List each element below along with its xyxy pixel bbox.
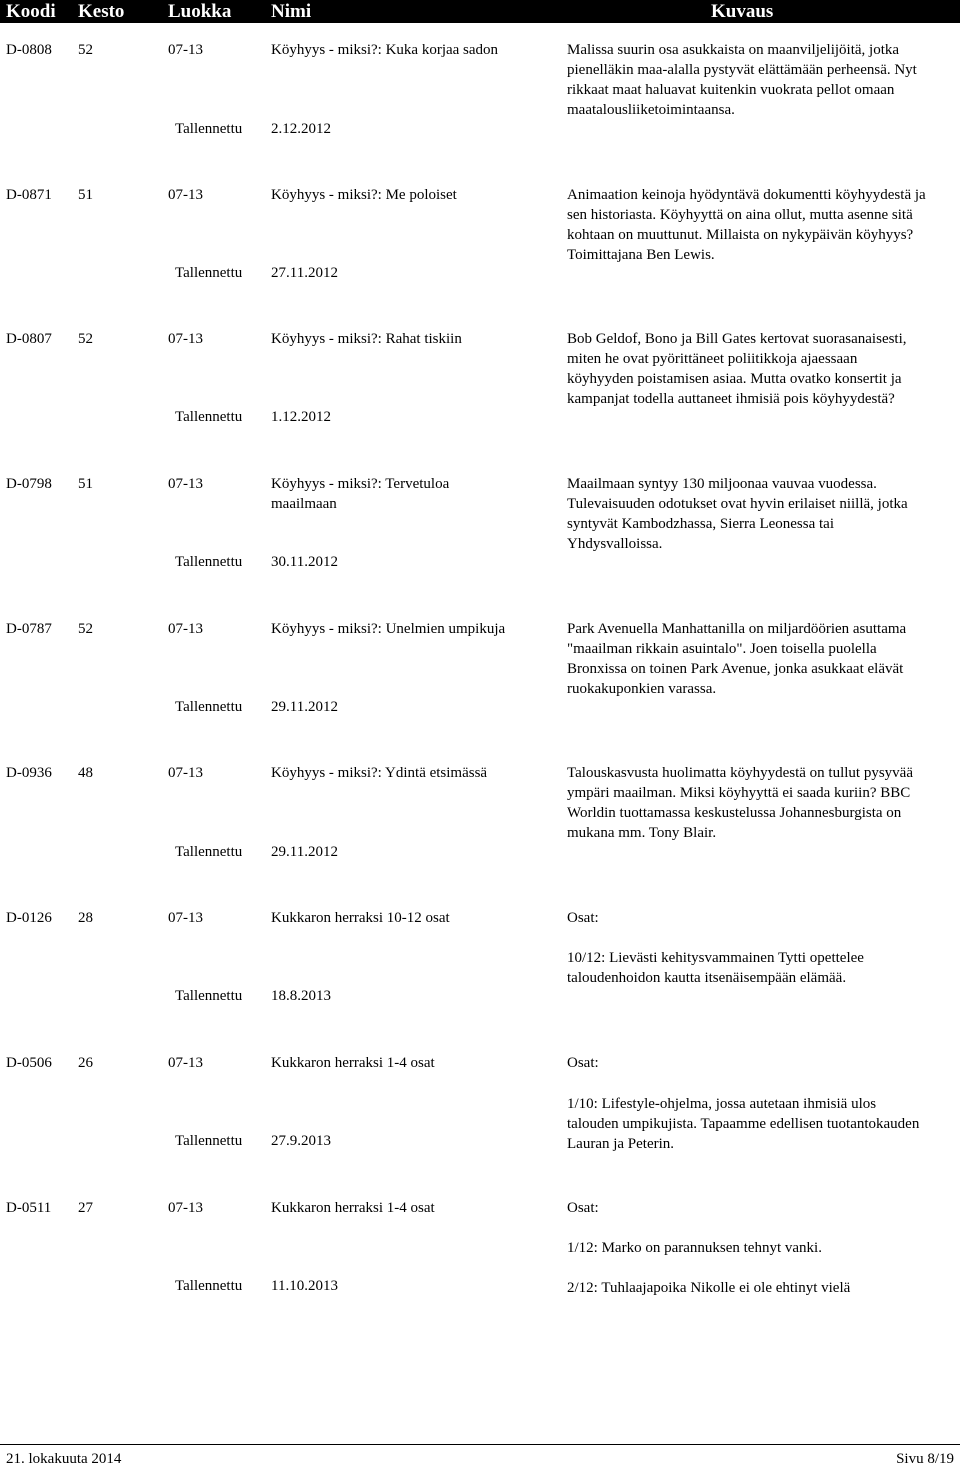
saved-label: Tallennettu <box>175 699 243 715</box>
saved-label: Tallennettu <box>175 265 243 281</box>
record-name: Köyhyys - miksi?: Tervetuloa maailmaan <box>271 476 450 512</box>
saved-date: 1.12.2012 <box>271 409 331 425</box>
record-class: 07-13 <box>168 1055 203 1071</box>
record-class: 07-13 <box>168 187 203 203</box>
column-header-luokka: Luokka <box>168 1 232 22</box>
record-code: D-0506 <box>6 1055 52 1071</box>
record-name: Kukkaron herraksi 1-4 osat <box>271 1055 435 1071</box>
record-code: D-0511 <box>6 1200 52 1216</box>
record-name: Kukkaron herraksi 1-4 osat <box>271 1200 435 1216</box>
record-class: 07-13 <box>168 476 203 492</box>
page-footer <box>0 1444 960 1468</box>
record-duration: 51 <box>78 187 93 203</box>
record-description: Animaation keinoja hyödyntävä dokumentti köyhyydestä ja sen historiasta. Köyhyyttä on aina ollut, mutta asenne sitä kohtaan on muuttunut. Millaista on nykypäivän köyhyys? Toimittajana Ben Lewis. <box>567 187 926 263</box>
record-duration: 51 <box>78 476 93 492</box>
record-class: 07-13 <box>168 621 203 637</box>
record-description: Park Avenuella Manhattanilla on miljardöörien asuttama "maailman rikkain asuintalo". Joen toisella puolella Bronxissa on toinen Park Avenue, jonka asukkaat elävät ruokakuponkien varassa. <box>567 621 907 697</box>
record-name: Köyhyys - miksi?: Ydintä etsimässä <box>271 765 488 781</box>
episodes-label: Osat: <box>567 1055 599 1071</box>
saved-label: Tallennettu <box>175 988 243 1004</box>
saved-date: 27.11.2012 <box>271 265 338 281</box>
saved-label: Tallennettu <box>175 1133 243 1149</box>
saved-date: 2.12.2012 <box>271 121 331 137</box>
episode-description: 1/12: Marko on parannuksen tehnyt vanki. <box>567 1240 822 1256</box>
table-header <box>0 0 960 23</box>
record-duration: 26 <box>78 1055 93 1071</box>
saved-label: Tallennettu <box>175 844 243 860</box>
saved-date: 30.11.2012 <box>271 554 338 570</box>
record-name: Köyhyys - miksi?: Unelmien umpikuja <box>271 621 506 637</box>
record-duration: 27 <box>78 1200 93 1216</box>
saved-label: Tallennettu <box>175 1278 243 1294</box>
record-name: Köyhyys - miksi?: Kuka korjaa sadon <box>271 42 499 58</box>
record-name: Köyhyys - miksi?: Me poloiset <box>271 187 457 203</box>
record-description: Malissa suurin osa asukkaista on maanviljelijöitä, jotka pienelläkin maa-alalla pystyvät elättämään perheensä. Nyt rikkaat maat haluavat kuitenkin vuokrata pellot omaan maatalousliiketoimintaansa. <box>567 42 917 118</box>
record-code: D-0936 <box>6 765 52 781</box>
saved-date: 11.10.2013 <box>271 1278 338 1294</box>
record-code: D-0808 <box>6 42 52 58</box>
record-name: Kukkaron herraksi 10-12 osat <box>271 910 450 926</box>
record-code: D-0798 <box>6 476 52 492</box>
record-class: 07-13 <box>168 765 203 781</box>
record-description: Talouskasvusta huolimatta köyhyydestä on tullut pysyvää ympäri maailman. Miksi köyhyyttä ei saada kuriin? BBC Worldin tuottamassa keskustelussa Johannesburgista on mukana mm. Tony Blair. <box>567 765 913 841</box>
saved-date: 29.11.2012 <box>271 844 338 860</box>
saved-date: 29.11.2012 <box>271 699 338 715</box>
page-number: Sivu 8/19 <box>896 1451 954 1467</box>
record-duration: 52 <box>78 331 93 347</box>
column-header-nimi: Nimi <box>271 1 312 22</box>
record-code: D-0787 <box>6 621 52 637</box>
episodes-label: Osat: <box>567 910 599 926</box>
saved-label: Tallennettu <box>175 409 243 425</box>
record-code: D-0126 <box>6 910 52 926</box>
episode-description: 1/10: Lifestyle-ohjelma, jossa autetaan ihmisiä ulos talouden umpikujista. Tapaamme edellisen tuotantokauden Lauran ja Peterin. <box>567 1096 920 1152</box>
episode-description: 10/12: Lievästi kehitysvammainen Tytti opettelee taloudenhoidon kautta itsenäisempään elämää. <box>567 950 864 986</box>
record-class: 07-13 <box>168 1200 203 1216</box>
record-code: D-0807 <box>6 331 52 347</box>
saved-label: Tallennettu <box>175 121 243 137</box>
column-header-kesto: Kesto <box>78 1 125 22</box>
record-class: 07-13 <box>168 331 203 347</box>
record-duration: 52 <box>78 42 93 58</box>
episodes-label: Osat: <box>567 1200 599 1216</box>
record-code: D-0871 <box>6 187 52 203</box>
record-description: Maailmaan syntyy 130 miljoonaa vauvaa vuodessa. Tulevaisuuden odotukset ovat hyvin erilaiset niillä, jotka syntyvät Kambodzhassa, Sierra Leonessa tai Yhdysvalloissa. <box>567 476 908 552</box>
saved-date: 27.9.2013 <box>271 1133 331 1149</box>
record-duration: 48 <box>78 765 93 781</box>
column-header-koodi: Koodi <box>6 1 56 22</box>
saved-label: Tallennettu <box>175 554 243 570</box>
record-duration: 52 <box>78 621 93 637</box>
saved-date: 18.8.2013 <box>271 988 331 1004</box>
record-class: 07-13 <box>168 42 203 58</box>
episode-description: 2/12: Tuhlaajapoika Nikolle ei ole ehtinyt vielä <box>567 1280 851 1296</box>
record-description: Bob Geldof, Bono ja Bill Gates kertovat suorasanaisesti, miten he ovat pyörittäneet poliitikkoja ajaessaan köyhyyden poistamisen asiaa. Mutta ovatko konsertit ja kampanjat todella auttaneet ihmisiä pois köyhyydestä? <box>567 331 907 407</box>
footer-date: 21. lokakuuta 2014 <box>6 1451 122 1467</box>
record-duration: 28 <box>78 910 93 926</box>
record-name: Köyhyys - miksi?: Rahat tiskiin <box>271 331 462 347</box>
column-header-kuvaus: Kuvaus <box>711 1 774 22</box>
record-class: 07-13 <box>168 910 203 926</box>
